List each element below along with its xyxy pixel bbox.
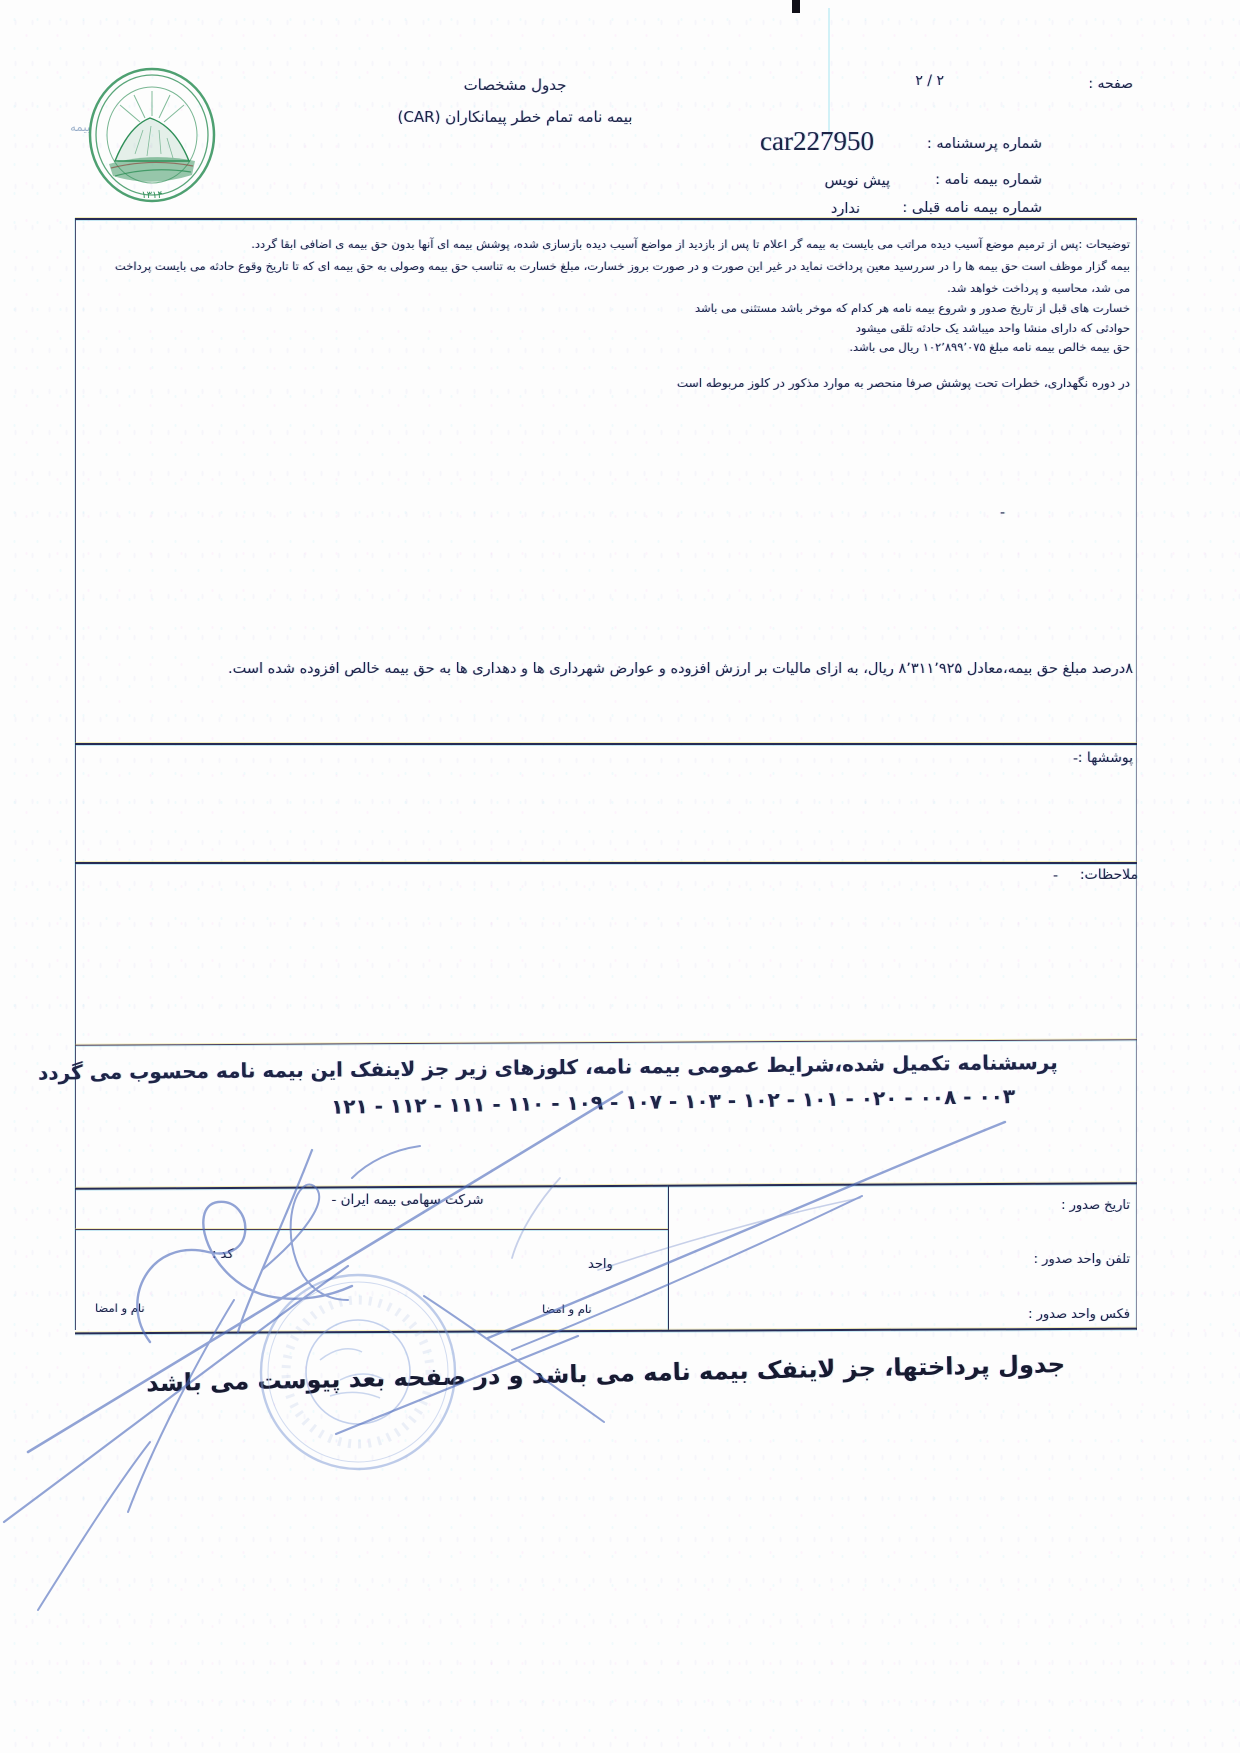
form-subtitle: بیمه نامه تمام خطر پیمانکاران (CAR) bbox=[397, 108, 633, 126]
mountain-icon bbox=[115, 118, 189, 161]
scan-artifact-line bbox=[828, 8, 830, 136]
clauses-divider bbox=[75, 1039, 1137, 1046]
maintenance-period-note: در دوره نگهداری، خطرات تحت پوشش صرفا منحصر به موارد مذکور در کلوز مربوطه است bbox=[676, 376, 1130, 390]
page-number-label: صفحه : bbox=[1088, 76, 1133, 92]
policy-number-label: شماره بیمه نامه : bbox=[935, 172, 1042, 188]
issue-unit-phone-label: تلفن واحد صدور : bbox=[1033, 1252, 1130, 1267]
issue-table-divider bbox=[668, 1185, 669, 1330]
box-border-top bbox=[75, 218, 1137, 220]
code-label: کد : bbox=[212, 1247, 234, 1262]
sun-rays-icon bbox=[120, 91, 184, 122]
faint-word: بیمه bbox=[70, 120, 91, 134]
previous-policy-value: ندارد bbox=[830, 201, 860, 217]
clauses-intro: پرسشنامه تکمیل شده،شرایط عمومی بیمه نامه، کلوزهای زیر جز لاینفک این بیمه نامه محسوب می گردد bbox=[38, 1050, 1059, 1085]
company-name: شرکت سهامی بیمه ایران - bbox=[331, 1192, 484, 1208]
coverages-value: - bbox=[1072, 751, 1078, 767]
iran-insurance-logo bbox=[85, 64, 220, 206]
vat-note: ۸درصد مبلغ حق بیمه،معادل ۸٬۳۱۱٬۹۲۵ ریال، به ازای مالیات بر ارزش افزوده و عوارض شهرداری ها و دهداری ها به حق بیمه خالص افزوده شده است. bbox=[227, 661, 1133, 677]
remarks-value: - bbox=[1052, 868, 1058, 884]
issue-table-top bbox=[75, 1182, 1137, 1190]
coverages-label: پوششها : bbox=[1077, 750, 1133, 766]
notes-line: حق بیمه خالص بیمه نامه مبلغ ۱۰۲٬۸۹۹٬۰۷۵ ریال می باشد. bbox=[849, 340, 1130, 354]
signature-strokes bbox=[4, 1092, 1005, 1610]
issue-date-label: تاریخ صدور : bbox=[1061, 1198, 1130, 1213]
name-signature-label: نام و امضا bbox=[95, 1301, 145, 1315]
policy-number-value: پیش نویس bbox=[824, 173, 890, 189]
issue-table-bottom bbox=[75, 1328, 1137, 1335]
box-border-left bbox=[75, 218, 76, 1330]
logo-year: ۱۳۱۴ bbox=[141, 190, 163, 201]
remarks-divider bbox=[75, 862, 1137, 864]
unit-label: واحد bbox=[588, 1257, 613, 1272]
scan-artifact-tick bbox=[792, 0, 800, 13]
coverages-divider bbox=[75, 743, 1137, 745]
clause-numbers: ۰۰۳ - ۰۰۸ - ۰۲۰ - ۱۰۱ - ۱۰۲ - ۱۰۳ - ۱۰۷ - ۱۰۹ - ۱۱۰ - ۱۱۱ - ۱۱۲ - ۱۲۱ bbox=[330, 1084, 1016, 1119]
notes-line: حوادثی که دارای منشا واحد میباشد یک حادثه تلقی میشود bbox=[855, 321, 1130, 335]
questionnaire-number-label: شماره پرسشنامه : bbox=[926, 136, 1042, 152]
company-underline bbox=[75, 1229, 668, 1230]
notes-line: بیمه گزار موظف است حق بیمه ها را در سررسید معین پرداخت نماید در غیر این صورت و در صورت بروز خسارت، مبلغ خسارت به تناسب حق بیمه وصولی به حق بیمه ای که تا تاریخ وقوع حادثه می بایست پرداخت bbox=[114, 259, 1130, 273]
stray-dash: - bbox=[1000, 505, 1006, 521]
previous-policy-label: شماره بیمه نامه قبلی : bbox=[902, 200, 1042, 216]
box-border-right bbox=[1136, 218, 1137, 1330]
payments-schedule-note: جدول پرداختها، جز لاینفک بیمه نامه می باشد و در صفحه بعد پیوست می باشد bbox=[145, 1350, 1066, 1398]
page-number-value: ۲ / ۲ bbox=[915, 73, 944, 89]
remarks-label: ملاحظات: bbox=[1079, 867, 1138, 883]
name-signature-label: نام و امضا bbox=[542, 1302, 592, 1316]
issue-unit-fax-label: فکس واحد صدور : bbox=[1028, 1307, 1130, 1322]
form-title: جدول مشخصات bbox=[463, 76, 567, 94]
questionnaire-number-value: car227950 bbox=[760, 126, 874, 156]
notes-line: توضیحات :پس از ترمیم موضع آسیب دیده مراتب می بایست به بیمه گر اعلام تا پس از بازدید از مواضع آسیب دیده بازسازی شده، پوشش بیمه ای آنها بدون حق بیمه ی اضافی ابقا گردد. bbox=[251, 237, 1130, 251]
notes-line: خسارت های قبل از تاریخ صدور و شروع بیمه نامه هر کدام که موخر باشد مستثنی می باشد bbox=[695, 301, 1130, 315]
notes-line: می شد، محاسبه و پرداخت خواهد شد. bbox=[947, 281, 1130, 295]
